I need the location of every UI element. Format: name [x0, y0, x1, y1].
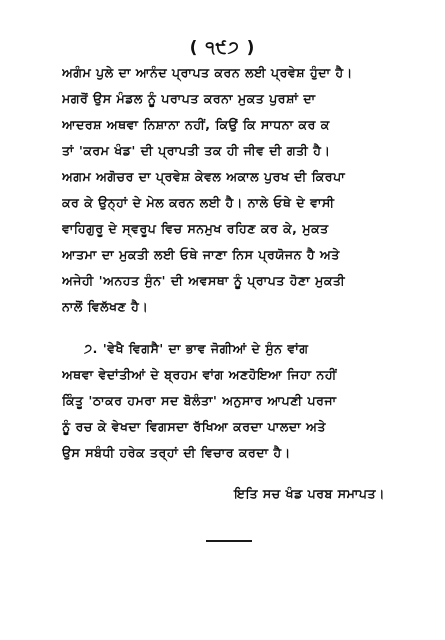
text-line: ਆਤਮਾ ਦਾ ਮੁਕਤੀ ਲਈ ਓਥੇ ਜਾਣਾ ਨਿਸ ਪ੍ਰਯੋਜਨ ਹੈ ਅਤੇ — [62, 247, 340, 262]
text-line: ਉਸ ਸਬੰਧੀ ਹਰੇਕ ਤਰ੍ਹਾਂ ਦੀ ਵਿਚਾਰ ਕਰਦਾ ਹੈ। — [62, 445, 291, 460]
text-line: ਅਜੇਹੀ 'ਅਨਹਤ ਸੁੰਨ' ਦੀ ਅਵਸਥਾ ਨੂੰ ਪ੍ਰਾਪਤ ਹੋਣਾ ਮੁਕਤੀ — [62, 273, 346, 288]
section-divider — [206, 540, 252, 542]
text-line: ੭. 'ਵੇਖੈ ਵਿਗਸੈ' ਦਾ ਭਾਵ ਜੋਗੀਆਂ ਦੇ ਸੁੰਨ ਵਾਂਗ — [84, 341, 309, 356]
text-line: ਨਾਲੋਂ ਵਿਲੱਖਣ ਹੈ। — [62, 299, 149, 314]
text-line: ਅਗੰਮ ਪੁਲੇ ਦਾ ਆਨੰਦ ਪ੍ਰਾਪਤ ਕਰਨ ਲਈ ਪ੍ਰਵੇਸ਼ ਹੁੰਦਾ ਹੈ। — [62, 65, 353, 80]
text-line: ਤਾਂ 'ਕਰਮ ਖੰਡ' ਦੀ ਪ੍ਰਾਪਤੀ ਤਕ ਹੀ ਜੀਵ ਦੀ ਗਤੀ ਹੈ। — [62, 143, 331, 158]
text-line: ਵਾਹਿਗੁਰੂ ਦੇ ਸ੍ਵਰੂਪ ਵਿਚ ਸਨਮੁਖ ਰਹਿਣ ਕਰ ਕੇ, ਮੁਕਤ — [62, 221, 329, 236]
page-number: ( ੧੯੭ ) — [189, 38, 256, 58]
text-line: ਅਗਮ ਅਗੋਚਰ ਦਾ ਪ੍ਰਵੇਸ਼ ਕੇਵਲ ਅਕਾਲ ਪੁਰਖ ਦੀ ਕਿਰਪਾ — [62, 169, 346, 184]
text-line: ਨੂੰ ਰਚ ਕੇ ਵੇਖਦਾ ਵਿਗਸਦਾ ਰੱਖਿਆ ਕਰਦਾ ਪਾਲਦਾ ਅਤੇ — [62, 419, 326, 434]
text-line: ਕਰ ਕੇ ਉਨ੍ਹਾਂ ਦੇ ਮੇਲ ਕਰਨ ਲਈ ਹੈ। ਨਾਲੇ ਓਥੇ ਦੇ ਵਾਸੀ — [62, 195, 335, 210]
text-line: ਮਗਰੋਂ ਉਸ ਮੰਡਲ ਨੂੰ ਪਰਾਪਤ ਕਰਨਾ ਮੁਕਤ ਪੁਰਸ਼ਾਂ ਦਾ — [62, 91, 316, 106]
text-line: ਆਦਰਸ਼ ਅਥਵਾ ਨਿਸ਼ਾਨਾ ਨਹੀਂ, ਕਿਉਂ ਕਿ ਸਾਧਨਾ ਕਰ ਕ — [62, 117, 330, 132]
closing-line: ਇਤਿ ਸਚ ਖੰਡ ਪਰਬ ਸਮਾਪਤ। — [234, 486, 385, 501]
text-line: ਅਥਵਾ ਵੇਦਾਂਤੀਆਂ ਦੇ ਬ੍ਰਹਮ ਵਾਂਗ ਅਣਹੋਇਆ ਜਿਹਾ ਨਹੀਂ — [62, 367, 337, 382]
text-line: ਕਿੰਤੂ 'ਠਾਕਰ ਹਮਰਾ ਸਦ ਬੋਲੰਤਾ' ਅਨੁਸਾਰ ਆਪਣੀ ਪਰਜਾ — [62, 393, 337, 408]
